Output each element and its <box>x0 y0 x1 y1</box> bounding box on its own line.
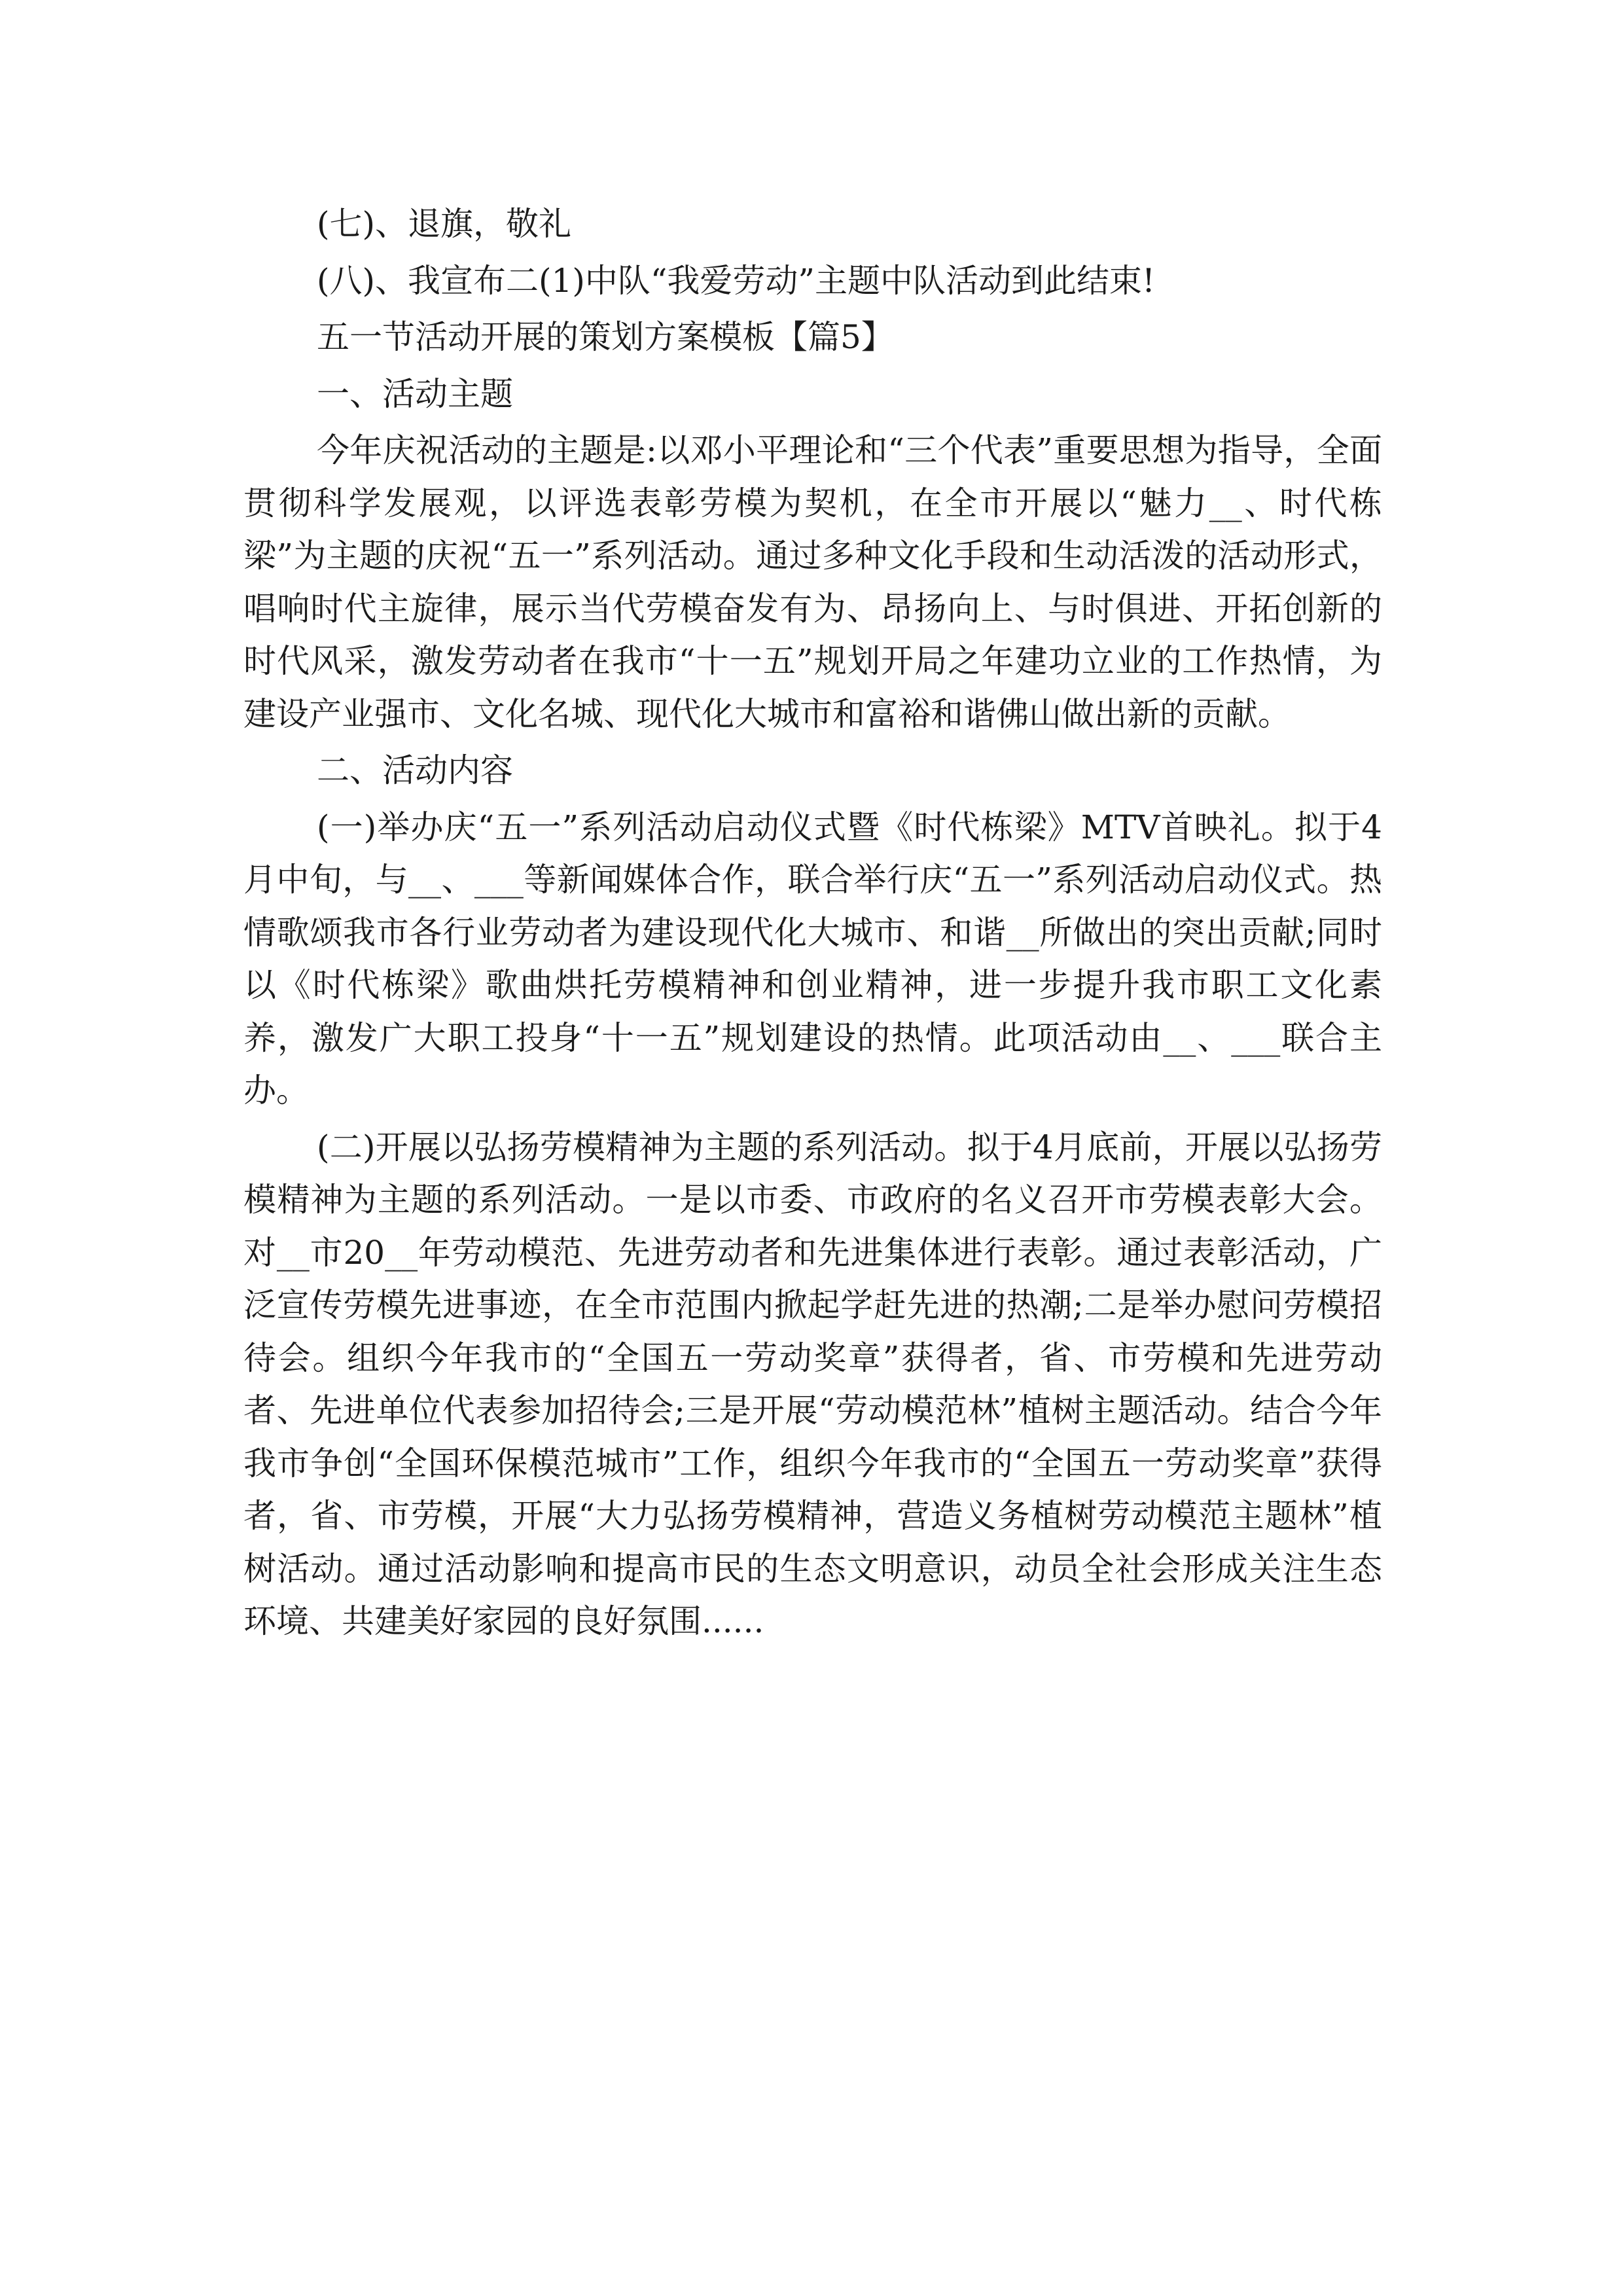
section-title-plan-5: 五一节活动开展的策划方案模板【篇5】 <box>317 318 894 356</box>
heading-activity-content: 二、活动内容 <box>317 751 513 789</box>
paragraph-content-item-1: (一)举办庆“五一”系列活动启动仪式暨《时代栋梁》MTV首映礼。拟于4月中旬，与__、___等新闻媒体合作，联合举行庆“五一”系列活动启动仪式。热情歌颂我市各行业劳动者为建设现代化大城市、和谐__所做出的突出贡献;同时以《时代栋梁》歌曲烘托劳模精神和创业精神，进一步提升我市职工文化素养，激发广大职工投身“十一五”规划建设的热情。此项活动由__、___联合主办。 <box>243 808 1382 1109</box>
heading-activity-theme: 一、活动主题 <box>317 374 513 413</box>
paragraph-theme-description: 今年庆祝活动的主题是:以邓小平理论和“三个代表”重要思想为指导，全面贯彻科学发展观，以评选表彰劳模为契机，在全市开展以“魅力__、时代栋梁”为主题的庆祝“五一”系列活动。通过多种文化手段和生动活泼的活动形式，唱响时代主旋律，展示当代劳模奋发有为、昂扬向上、与时俱进、开拓创新的时代风采，激发劳动者在我市“十一五”规划开局之年建功立业的工作热情，为建设产业强市、文化名城、现代化大城市和富裕和谐佛山做出新的贡献。 <box>243 431 1382 733</box>
document-body <box>243 198 1382 1648</box>
paragraph-item-8-closing: (八)、我宣布二(1)中队“我爱劳动”主题中队活动到此结束! <box>317 261 1156 300</box>
paragraph-content-item-2: (二)开展以弘扬劳模精神为主题的系列活动。拟于4月底前，开展以弘扬劳模精神为主题的系列活动。一是以市委、市政府的名义召开市劳模表彰大会。对__市20__年劳动模范、先进劳动者和先进集体进行表彰。通过表彰活动，广泛宣传劳模先进事迹，在全市范围内掀起学赶先进的热潮;二是举办慰问劳模招待会。组织今年我市的“全国五一劳动奖章”获得者，省、市劳模和先进劳动者、先进单位代表参加招待会;三是开展“劳动模范林”植树主题活动。结合今年我市争创“全国环保模范城市”工作，组织今年我市的“全国五一劳动奖章”获得者，省、市劳模，开展“大力弘扬劳模精神，营造义务植树劳动模范主题林”植树活动。通过活动影响和提高市民的生态文明意识，动员全社会形成关注生态环境、共建美好家园的良好氛围...... <box>243 1128 1382 1640</box>
paragraph-item-7: (七)、退旗，敬礼 <box>317 205 572 243</box>
